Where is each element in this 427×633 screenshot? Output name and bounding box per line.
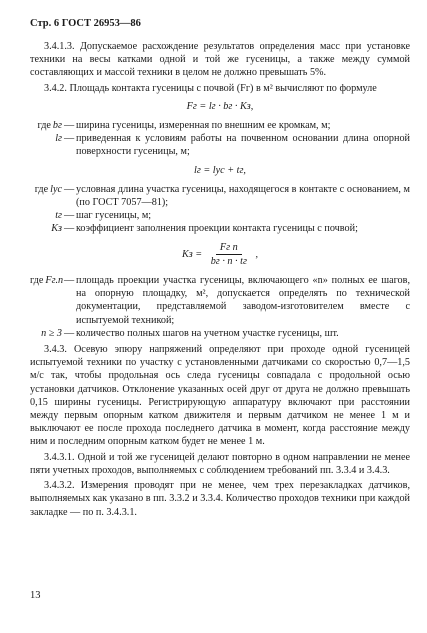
where-label: где bbox=[30, 275, 44, 287]
symbol: tг bbox=[55, 210, 62, 222]
paragraph-3-4-1-3: 3.4.1.3. Допускаемое расхождение результатов определения масс при установке техники на весы катками одной и той же гусеницы, а также между суммой составляющих и массой техники в целом не должно превышать 5%. bbox=[30, 41, 410, 79]
definition-text: ширина гусеницы, измеренная по внешним ее кромкам, м; bbox=[76, 120, 331, 132]
dash: — bbox=[64, 210, 75, 222]
page-number: 13 bbox=[30, 590, 41, 601]
dash: — bbox=[64, 133, 75, 145]
content bbox=[30, 40, 410, 521]
dash: — bbox=[64, 183, 75, 195]
symbol: lус bbox=[50, 183, 62, 195]
dash: — bbox=[64, 120, 75, 132]
definition-text: шаг гусеницы, м; bbox=[76, 210, 152, 222]
symbol: lг bbox=[55, 133, 62, 145]
page-header: Стр. 6 ГОСТ 26953—86 bbox=[30, 18, 141, 29]
symbol: Fг.п bbox=[45, 275, 64, 287]
dash: — bbox=[64, 223, 75, 235]
definitions-3 bbox=[30, 274, 410, 340]
dash: — bbox=[64, 275, 75, 287]
definition-text: количество полных шагов на учетном участке гусеницы, шт. bbox=[76, 327, 339, 339]
symbol: n ≥ 3 bbox=[41, 327, 62, 339]
paragraph-3-4-3-2: 3.4.3.2. Измерения проводят при не менее, чем трех перезакладках датчиков, выполняемых как указано в пп. 3.3.2 и 3.3.4. Количество проходов техники при каждой закладке — по п. 3.4.3.1. bbox=[30, 480, 410, 518]
fraction-numerator: Fг п bbox=[216, 241, 242, 255]
fraction-denominator: bг · n · tг bbox=[210, 255, 247, 267]
fraction bbox=[207, 241, 251, 268]
definitions-1 bbox=[30, 119, 410, 159]
definition-text: площадь проекции участка гусеницы, включающего «n» полных ее шагов, на опорную площадку, м², допускается определять по технической документации, представляемой заводом-изготовителем вместе с испытуемой техникой; bbox=[76, 275, 410, 326]
paragraph-3-4-2: 3.4.2. Площадь контакта гусеницы с почвой (Fг) в м² вычисляют по формуле bbox=[44, 82, 377, 94]
where-label: где bbox=[37, 120, 51, 132]
where-label: где bbox=[34, 183, 49, 195]
paragraph-3-4-3: 3.4.3. Осевую эпюру напряжений определяют при проходе одной гусеницей испытуемой техники по участку с установленными датчиками со скоростью 0,7—1,5 м/с так, чтобы продольная ось следа гусеницы совпадала с продольной осью установки датчиков. Отклонение указанных осей друг от друга не должно превышать 0,15 ширины гусеницы. Регистрирующую аппаратуру включают при расстоянии между первым опорным катком движителя и первым датчиком не менее 1 м и выключают ее после прохода последнего датчика в момент, когда расстояние между ним и последним опорным катком будет не менее 1 м. bbox=[30, 344, 410, 448]
paragraph-3-4-3-1: 3.4.3.1. Одной и той же гусеницей делают повторно в одном направлении не менее пяти учетных проходов, выполняемых с соблюдением требований пп. 3.3.4 и 3.4.3. bbox=[30, 451, 410, 476]
formula-lhs: Kз = bbox=[181, 248, 203, 260]
dash: — bbox=[64, 327, 75, 339]
formula-fill-coefficient bbox=[30, 241, 410, 268]
definition-text: коэффициент заполнения проекции контакта гусеницы с почвой; bbox=[76, 223, 358, 235]
formula-length: lг = lус + tг, bbox=[194, 164, 246, 176]
formula-tail: , bbox=[255, 248, 259, 260]
definition-text: условная длина участка гусеницы, находящегося в контакте с основанием, м (по ГОСТ 7057—81); bbox=[76, 183, 410, 209]
symbol: bг bbox=[52, 120, 62, 132]
definitions-2 bbox=[30, 183, 410, 236]
symbol: Kз bbox=[51, 223, 62, 235]
definition-text: приведенная к условиям работы на почвенном основании длина опорной поверхности гусеницы, м; bbox=[76, 133, 410, 158]
formula-area: Fг = lг · bг · Kз, bbox=[186, 100, 254, 112]
